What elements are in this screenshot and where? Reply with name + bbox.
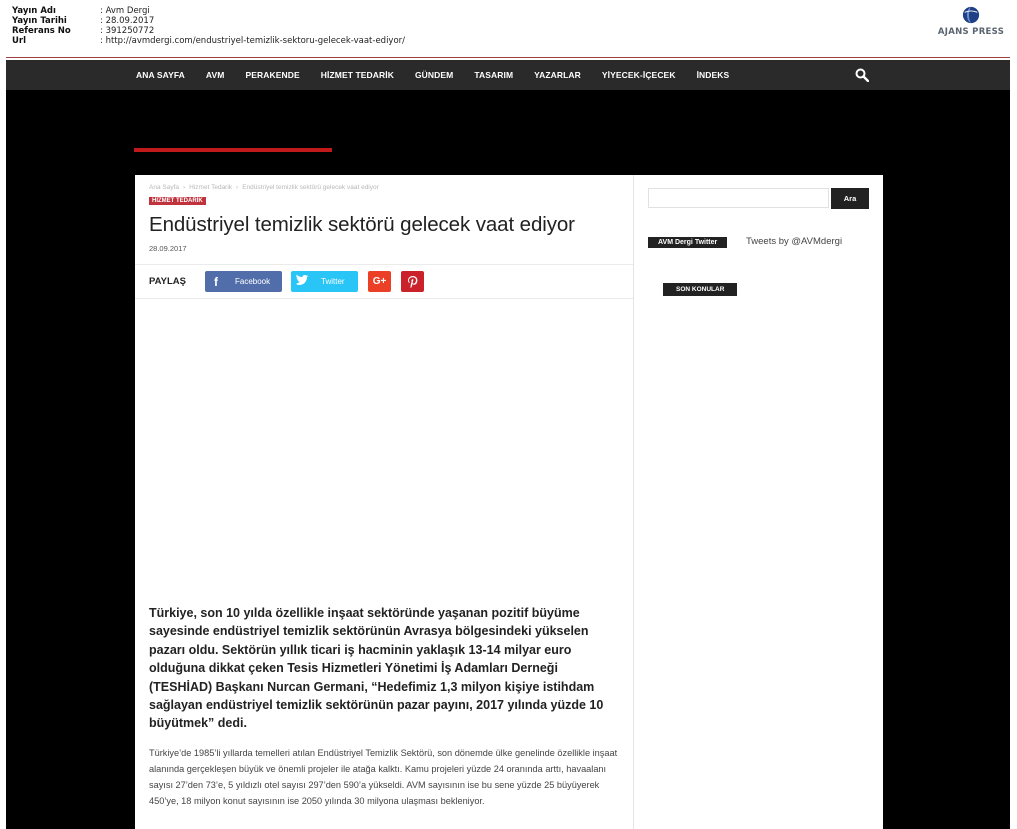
category-badge[interactable]: HİZMET TEDARİK — [149, 197, 206, 205]
article-title: Endüstriyel temizlik sektörü gelecek vaat ediyor — [149, 213, 575, 236]
breadcrumb-separator: › — [183, 184, 186, 191]
divider — [6, 57, 1010, 58]
clipping-label: Url — [12, 36, 27, 46]
main-navigation — [6, 60, 1010, 90]
clipping-url[interactable]: : http://avmdergi.com/endustriyel-temizlik-sektoru-gelecek-vaat-ediyor/ — [100, 36, 406, 46]
pinterest-icon — [406, 275, 420, 289]
breadcrumb-current: Endüstriyel temizlik sektörü gelecek vaat ediyor — [242, 184, 379, 191]
clipping-label: Referans No — [12, 26, 71, 36]
breadcrumb — [149, 184, 379, 191]
facebook-icon: f — [214, 274, 218, 289]
search-icon[interactable] — [855, 68, 869, 82]
recent-topics-badge: SON KONULAR — [663, 283, 737, 296]
clipping-value: : Avm Dergi — [100, 6, 150, 16]
divider — [135, 264, 633, 265]
header-accent-bar — [134, 148, 332, 152]
clipping-row — [12, 26, 405, 36]
clipping-label: Yayın Tarihi — [12, 16, 67, 26]
nav-item-indeks[interactable]: İNDEKS — [696, 70, 730, 80]
twitter-widget-badge: AVM Dergi Twitter — [648, 237, 727, 248]
nav-item-hizmet-tedarik[interactable]: HİZMET TEDARİK — [320, 70, 394, 80]
clipping-row — [12, 36, 405, 46]
share-label: PAYLAŞ — [149, 276, 186, 287]
breadcrumb-separator: › — [236, 184, 239, 191]
agency-name: AJANS PRESS — [937, 27, 1005, 37]
clipping-value: : 391250772 — [100, 26, 155, 36]
clipping-row — [12, 16, 405, 26]
googleplus-share-button[interactable] — [368, 271, 391, 292]
nav-item-gundem[interactable]: GÜNDEM — [414, 70, 454, 80]
pinterest-share-button[interactable] — [401, 271, 424, 292]
article-date: 28.09.2017 — [149, 244, 187, 253]
article-lead: Türkiye, son 10 yılda özellikle inşaat sektöründe yaşanan pozitif büyüme sayesinde endüstriyel temizlik sektörünün Avrasya bölgesindeki yükselen pazarı oldu. Sektörün yıllık ticari iş hacminin yaklaşık 13-14 milyar euro olduğuna dikkat çeken Tesis Hizmetleri Yönetimi İş Adamları Derneği (TESHİAD) Başkanı Nurcan Germani, “Hedefimiz 1,3 milyon kişiye istihdam sağlayan endüstriyel temizlik sektörünün pazar payını, 2017 yılında yüzde 10 büyütmek” dedi. — [149, 606, 604, 731]
sidebar — [634, 175, 883, 829]
twitter-icon — [291, 271, 313, 292]
breadcrumb-category[interactable]: Hizmet Tedarik — [189, 184, 233, 191]
clipping-info — [12, 6, 405, 46]
agency-logo — [935, 6, 1007, 37]
nav-item-avm[interactable]: AVM — [205, 70, 225, 80]
twitter-share-button[interactable] — [291, 271, 358, 292]
sidebar-search-button[interactable]: Ara — [831, 188, 869, 209]
twitter-label: Twitter — [321, 277, 345, 286]
twitter-timeline-link[interactable]: Tweets by @AVMdergi — [746, 236, 843, 247]
nav-menu — [136, 60, 750, 90]
nav-item-ana-sayfa[interactable]: ANA SAYFA — [136, 70, 185, 80]
googleplus-icon: G+ — [372, 276, 387, 287]
breadcrumb-home[interactable]: Ana Sayfa — [149, 184, 179, 191]
ajans-press-globe-icon — [962, 6, 980, 24]
clipping-value: : 28.09.2017 — [100, 16, 155, 26]
nav-item-yazarlar[interactable]: YAZARLAR — [534, 70, 581, 80]
clipping-label: Yayın Adı — [12, 6, 56, 16]
facebook-share-button[interactable] — [205, 271, 282, 292]
article-body: Türkiye’de 1985’li yıllarda temelleri atılan Endüstriyel Temizlik Sektörü, son dönemde ülke genelinde özellikle inşaat alanında gerçekleşen büyük ve önemli projeler ile atağa kalktı. Kamu projeleri yüzde 24 oranında arttı, havaalanı sayısı 27’den 73’e, 5 yıldızlı otel sayısı 297’den 590’a yükseldi. AVM sayısının ise bu sene yüzde 25 büyüyerek 450’ye, 18 milyon konut sayısının ise 2050 yılında 30 milyona ulaşması bekleniyor. — [149, 748, 618, 806]
nav-item-yiyecek-icecek[interactable]: YİYECEK-İÇECEK — [601, 70, 676, 80]
article-column — [135, 175, 633, 829]
nav-item-tasarim[interactable]: TASARIM — [474, 70, 514, 80]
divider — [135, 298, 633, 299]
facebook-label: Facebook — [235, 277, 271, 286]
sidebar-search-input[interactable] — [648, 188, 829, 208]
nav-item-perakende[interactable]: PERAKENDE — [245, 70, 300, 80]
clipping-row — [12, 6, 405, 16]
